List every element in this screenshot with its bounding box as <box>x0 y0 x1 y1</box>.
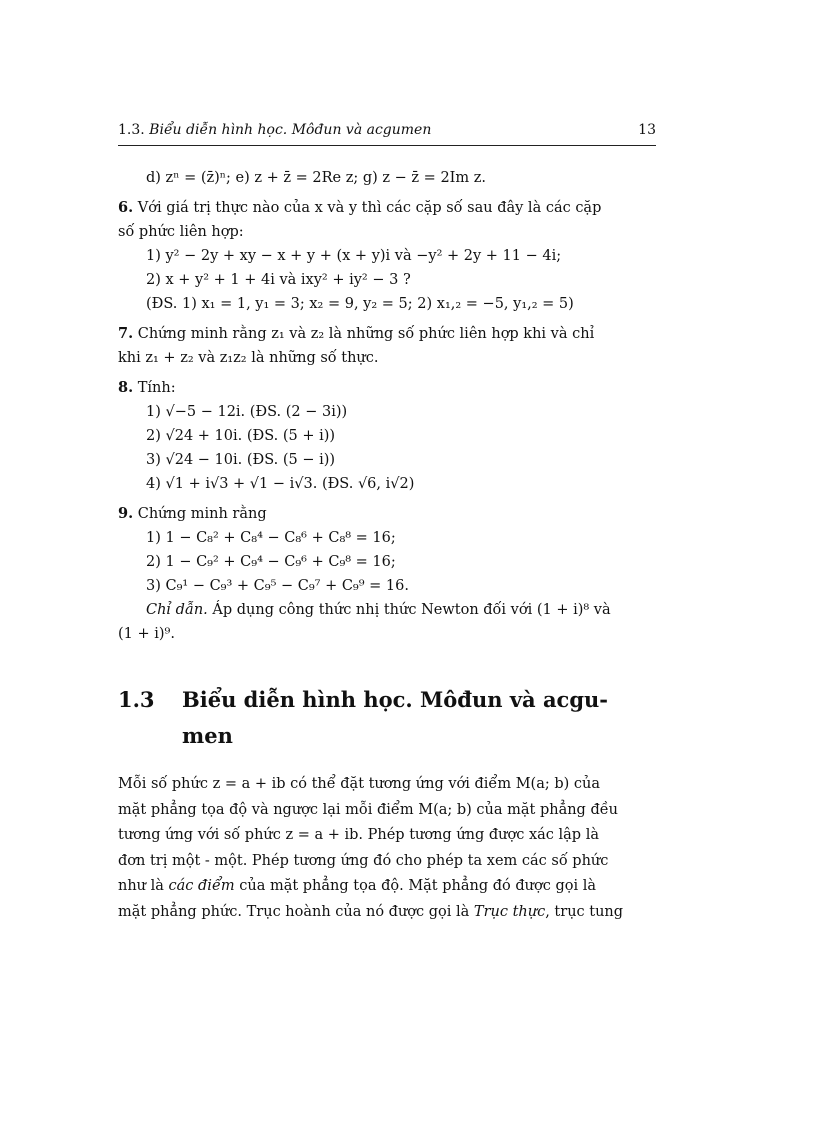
exercise-6-answer: (ĐS. 1) x₁ = 1, y₁ = 3; x₂ = 9, y₂ = 5; 2) x₁,₂ = −5, y₁,₂ = 5) <box>146 296 574 312</box>
exercise-number: 8. <box>118 379 134 396</box>
page-number: 13 <box>638 122 656 138</box>
exercise-7-line-1: 7. Chứng minh rằng z₁ và z₂ là những số phức liên hợp khi và chỉ <box>118 325 595 342</box>
exercise-6-item-2: 2) x + y² + 1 + 4i và ixy² + iy² − 3 ? <box>146 272 411 288</box>
paragraph-line: đơn trị một - một. Phép tương ứng đó cho phép ta xem các số phức <box>118 852 609 869</box>
hint-label: Chỉ dẫn. <box>146 602 208 618</box>
paragraph-line: như là các điểm của mặt phẳng tọa độ. Mặt phẳng đó được gọi là <box>118 878 596 894</box>
section-heading <box>118 682 656 754</box>
exercise-6-line-2: số phức liên hợp: <box>118 224 244 240</box>
exercise-8-item-1: 1) √−5 − 12i. (ĐS. (2 − 3i)) <box>146 404 348 420</box>
exercise-8-item-3: 3) √24 − 10i. (ĐS. (5 − i)) <box>146 452 336 468</box>
section-title-line-2: men <box>182 723 233 748</box>
paragraph-line: tương ứng với số phức z = a + ib. Phép tương ứng được xác lập là <box>118 827 599 843</box>
body-paragraph <box>118 772 656 925</box>
paragraph-line: Mỗi số phức z = a + ib có thể đặt tương ứng với điểm M(a; b) của <box>118 776 600 792</box>
header-title: 1.3. Biểu diễn hình học. Môđun và acgumen <box>118 122 432 138</box>
section-title-line-1: Biểu diễn hình học. Môđun và acgu- <box>182 687 609 712</box>
exercise-6-line-1: 6. Với giá trị thực nào của x và y thì các cặp số sau đây là các cặp <box>118 199 602 216</box>
exercise-9-item-2: 2) 1 − C₉² + C₉⁴ − C₉⁶ + C₉⁸ = 16; <box>146 554 396 570</box>
exercise-9-item-3: 3) C₉¹ − C₉³ + C₉⁵ − C₉⁷ + C₉⁹ = 16. <box>146 578 409 594</box>
exercise-9-heading: 9. Chứng minh rằng <box>118 505 267 522</box>
exercise-8-item-2: 2) √24 + 10i. (ĐS. (5 + i)) <box>146 428 336 444</box>
emphasis-text: Trục thực <box>473 903 546 920</box>
exercise-number: 7. <box>118 325 134 342</box>
exercise-5-items: d) zⁿ = (z̄)ⁿ; e) z + z̄ = 2Re z; g) z − z̄ = 2Im z. <box>146 170 486 186</box>
emphasis-text: các điểm <box>168 878 235 894</box>
exercise-8-item-4: 4) √1 + i√3 + √1 − i√3. (ĐS. √6, i√2) <box>146 476 415 492</box>
exercise-number: 9. <box>118 505 134 522</box>
exercise-6-item-1: 1) y² − 2y + xy − x + y + (x + y)i và −y² + 2y + 11 − 4i; <box>146 248 562 264</box>
exercise-8-heading: 8. Tính: <box>118 379 176 396</box>
section-number: 1.3 <box>118 687 155 712</box>
paragraph-line: mặt phẳng phức. Trục hoành của nó được gọi là Trục thực, trục tung <box>118 903 624 920</box>
exercise-9-hint: Chỉ dẫn. Áp dụng công thức nhị thức Newton đối với (1 + i)⁸ và <box>146 602 611 618</box>
running-header <box>118 122 656 146</box>
exercise-7-line-2: khi z₁ + z₂ và z₁z₂ là những số thực. <box>118 350 379 366</box>
exercise-9-item-1: 1) 1 − C₈² + C₈⁴ − C₈⁶ + C₈⁸ = 16; <box>146 530 396 546</box>
paragraph-line: mặt phẳng tọa độ và ngược lại mỗi điểm M(a; b) của mặt phẳng đều <box>118 801 618 818</box>
book-page <box>118 122 656 925</box>
exercise-9-hint-cont: (1 + i)⁹. <box>118 626 175 642</box>
exercise-number: 6. <box>118 199 134 216</box>
